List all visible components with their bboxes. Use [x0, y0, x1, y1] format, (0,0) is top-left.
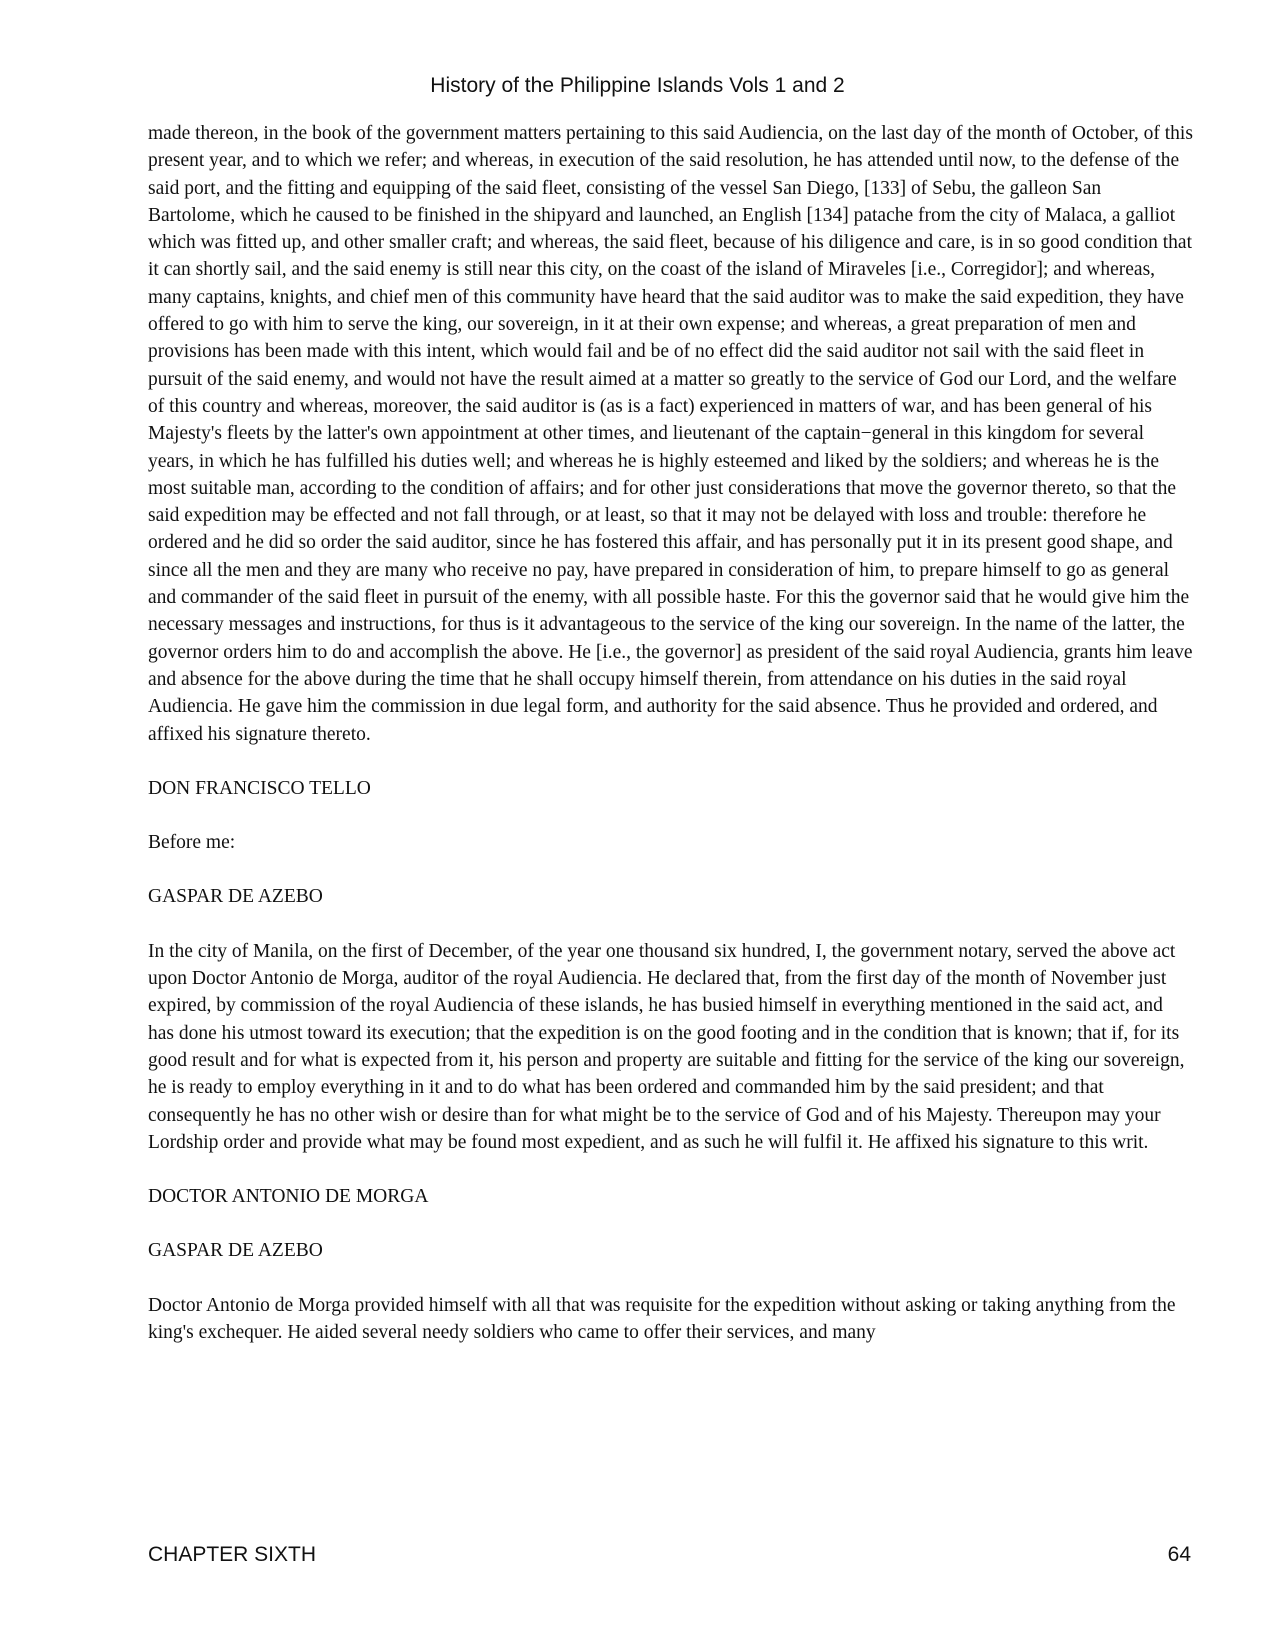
signature-don-francisco-tello: DON FRANCISCO TELLO — [148, 777, 371, 799]
signature-antonio-de-morga: DOCTOR ANTONIO DE MORGA — [148, 1186, 429, 1208]
body-text — [148, 120, 1193, 1373]
signature-gaspar-de-azebo-2: GASPAR DE AZEBO — [148, 1240, 323, 1262]
paragraph-decree-continuation: made thereon, in the book of the government matters pertaining to this said Audiencia, on the last day of the month of October, of this present year, and to which we refer; and whereas, in execution of the said resolution, he has attended until now, to the defense of the said port, and the fitting and equipping of the said fleet, consisting of the vessel San Diego, [133] of Sebu, the galleon San Bartolome, which he caused to be finished in the shipyard and launched, an English [134] patache from the city of Malaca, a galliot which was fitted up, and other smaller craft; and whereas, the said fleet, because of his diligence and care, is in so good condition that it can shortly sail, and the said enemy is still near this city, on the coast of the island of Miraveles [i.e., Corregidor]; and whereas, many captains, knights, and chief men of this community have heard that the said auditor was to make the said expedition, they have offered to go with him to serve the king, our sovereign, in it at their own expense; and whereas, a great preparation of men and provisions has been made with this intent, which would fail and be of no effect did the said auditor not sail with the said fleet in pursuit of the said enemy, and would not have the result aimed at a matter so greatly to the service of God our Lord, and the welfare of this country and whereas, moreover, the said auditor is (as is a fact) experienced in matters of war, and has been general of his Majesty's fleets by the latter's own appointment at other times, and lieutenant of the captain−general in this kingdom for several years, in which he has fulfilled his duties well; and whereas he is highly esteemed and liked by the soldiers; and whereas he is the most suitable man, according to the condition of affairs; and for other just considerations that move the governor thereto, so that the said expedition may be effected and not fall through, or at least, so that it may not be delayed with loss and trouble: therefore he ordered and he did so order the said auditor, since he has fostered this affair, and has personally put it in its present good shape, and since all the men and they are many who receive no pay, have prepared in consideration of him, to prepare himself to go as general and commander of the said fleet in pursuit of the enemy, with all possible haste. For this the governor said that he would give him the necessary messages and instructions, for thus is it advantageous to the service of the king our sovereign. In the name of the latter, the governor orders him to do and accomplish the above. He [i.e., the governor] as president of the said royal Audiencia, grants him leave and absence for the above during the time that he shall occupy himself therein, from attendance on his duties in the said royal Audiencia. He gave him the commission in due legal form, and authority for the said absence. Thus he provided and ordered, and affixed his signature thereto. — [148, 123, 1193, 745]
running-header: History of the Philippine Islands Vols 1 and 2 — [430, 74, 845, 97]
signature-gaspar-de-azebo: GASPAR DE AZEBO — [148, 886, 323, 908]
paragraph-manila-service: In the city of Manila, on the first of December, of the year one thousand six hundred, I, the government notary, served the above act upon Doctor Antonio de Morga, auditor of the royal Audiencia. He declared that, from the first day of the month of November just expired, by commission of the royal Audiencia of these islands, he has busied himself in everything mentioned in the said act, and has done his utmost toward its execution; that the expedition is on the good footing and in the condition that is known; that if, for its good result and for what is expected from it, his person and property are suitable and fitting for the service of the king our sovereign, he is ready to employ everything in it and to do what has been ordered and commanded him by the said president; and that consequently he has no other wish or desire than for what might be to the service of God and of his Majesty. Thereupon may your Lordship order and provide what may be found most expedient, and as such he will fulfil it. He affixed his signature to this writ. — [148, 940, 1185, 1153]
before-me-line: Before me: — [148, 832, 236, 854]
paragraph-morga-provisions: Doctor Antonio de Morga provided himself with all that was requisite for the expedition without asking or taking anything from the king's exchequer. He aided several needy soldiers who came to offer their services, and many — [148, 1294, 1176, 1343]
footer-page-number: 64 — [1167, 1543, 1191, 1566]
footer-chapter: CHAPTER SIXTH — [148, 1543, 317, 1566]
